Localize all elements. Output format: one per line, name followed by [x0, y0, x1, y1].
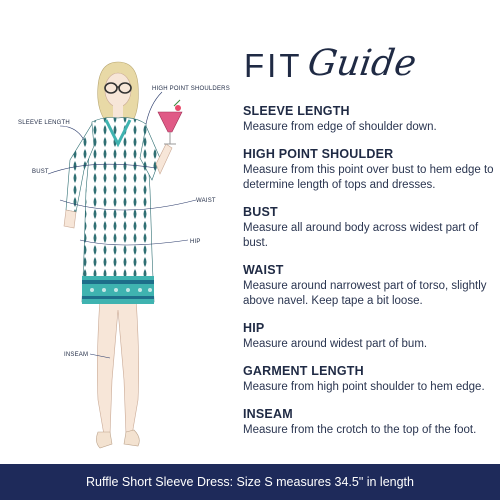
guide-item-garment-length [243, 364, 495, 395]
sleeve-pointer [60, 126, 84, 140]
guide-description: Measure around widest part of bum. [243, 338, 428, 350]
label-bust: BUST [32, 169, 49, 175]
guide-heading: HIGH POINT SHOULDER [243, 147, 394, 161]
guide-description: Measure from high point shoulder to hem edge. [243, 381, 485, 393]
label-high-point-shoulders: HIGH POINT SHOULDERS [152, 86, 230, 92]
legs [97, 298, 138, 435]
size-footer-banner [0, 464, 500, 500]
right-foot [124, 430, 139, 446]
guide-description: Measure all around body across widest part of bust. [243, 222, 479, 249]
guide-item-bust [243, 205, 495, 251]
right-forearm [156, 144, 172, 174]
guide-description: Measure around narrowest part of torso, slightly above navel. Keep tape a bit loose. [243, 280, 487, 307]
shoulder-pointer [146, 92, 162, 124]
model-illustration [0, 40, 236, 460]
title-script: Guide [305, 43, 420, 84]
left-foot [96, 432, 112, 448]
label-sleeve-length: SLEEVE LENGTH [18, 120, 70, 126]
label-waist: WAIST [196, 198, 216, 204]
guide-heading: INSEAM [243, 407, 293, 421]
size-footer-text: Ruffle Short Sleeve Dress: Size S measures 34.5" in length [86, 475, 414, 489]
left-hand [64, 210, 76, 228]
fit-guide-title [244, 38, 420, 84]
guide-item-high-point-shoulder [243, 147, 495, 193]
face [105, 73, 131, 107]
guide-item-inseam [243, 407, 495, 438]
guide-description: Measure from edge of shoulder down. [243, 121, 437, 133]
guide-heading: GARMENT LENGTH [243, 364, 364, 378]
measurement-guide [243, 104, 495, 450]
label-inseam: INSEAM [64, 352, 89, 358]
label-hip: HIP [190, 239, 201, 245]
guide-heading: SLEEVE LENGTH [243, 104, 350, 118]
title-main: FIT [244, 47, 303, 84]
cocktail-glass-icon [158, 100, 182, 144]
guide-item-waist [243, 263, 495, 309]
guide-heading: BUST [243, 205, 278, 219]
guide-heading: HIP [243, 321, 265, 335]
guide-description: Measure from this point over bust to hem edge to determine length of tops and dresses. [243, 164, 494, 191]
guide-item-sleeve-length [243, 104, 495, 135]
guide-heading: WAIST [243, 263, 284, 277]
guide-description: Measure from the crotch to the top of the foot. [243, 424, 477, 436]
guide-item-hip [243, 321, 495, 352]
